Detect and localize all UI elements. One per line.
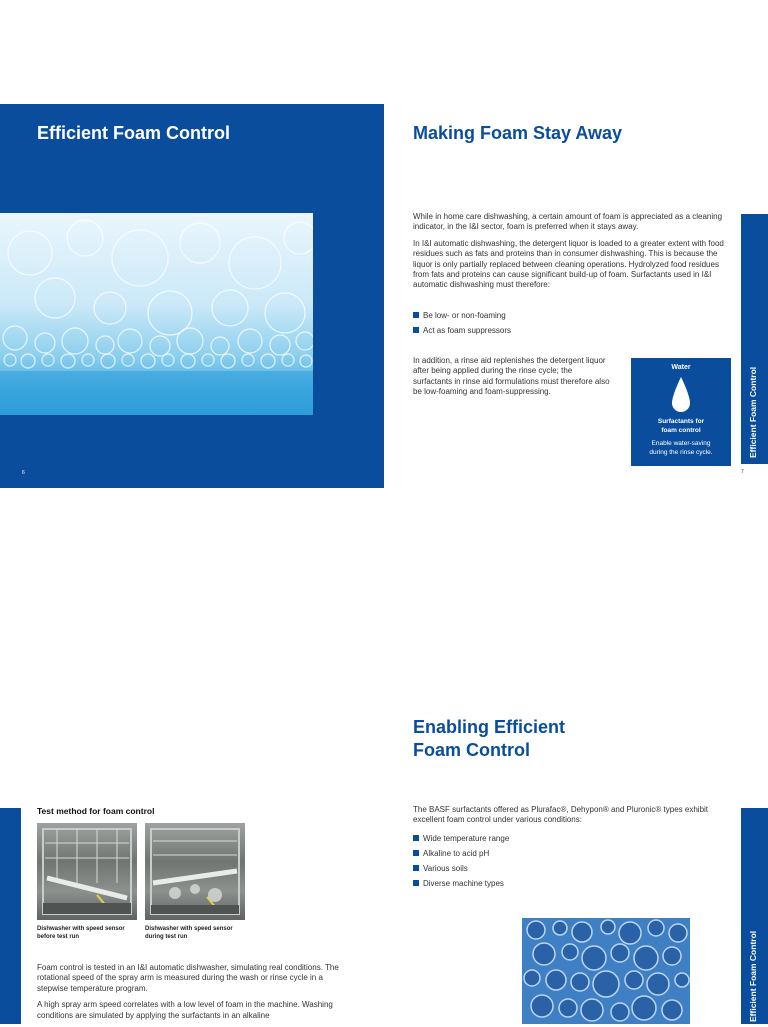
list-item: Alkaline to acid pH — [413, 848, 509, 858]
rinse-aid-paragraph: In addition, a rinse aid replenishes the detergent liquor after being applied during the rinse cycle; the surfactants in rinse aid formulations must therefore also be low-foaming and foam-suppressing. — [413, 356, 610, 397]
dishwasher-photo-before — [37, 823, 137, 920]
photo-caption-before: Dishwasher with speed sensor before test run — [37, 926, 125, 940]
foam-bubbles-illustration — [0, 213, 313, 415]
page-number-left: 6 — [22, 470, 25, 476]
left-edge-strip — [0, 808, 21, 1024]
test-method-heading: Test method for foam control — [37, 806, 155, 816]
paragraph: A high spray arm speed correlates with a low level of foam in the machine. Washing conditions are simulated by applying the surfactants in an alkaline — [37, 1000, 333, 1020]
spread2-title: Enabling Efficient Foam Control — [413, 717, 566, 760]
page-number-right: 7 — [741, 469, 744, 475]
list-item: Act as foam suppressors — [413, 325, 511, 335]
surfactants-intro: The BASF surfactants offered as Plurafac®, Dehypon® and Pluronic® types exhibit excellent foam control under various conditions: — [413, 805, 709, 825]
infobox-subtitle: Surfactants for foam control — [657, 418, 705, 434]
left-page-title: Efficient Foam Control — [37, 123, 230, 143]
list-item: Be low- or non-foaming — [413, 310, 511, 320]
bullet-square-icon — [413, 880, 419, 886]
water-infobox — [631, 358, 731, 466]
water-drop-icon — [671, 375, 691, 415]
bullet-square-icon — [413, 835, 419, 841]
side-tab-label: Efficient Foam Control — [748, 366, 758, 458]
test-method-body — [37, 963, 342, 1027]
infobox-title: Water — [671, 364, 691, 371]
bullet-square-icon — [413, 327, 419, 333]
side-tab-spread2 — [741, 808, 768, 1024]
blue-bubbles-photo — [522, 918, 690, 1024]
infobox-description: Enable water-saving during the rinse cycle. — [649, 440, 713, 456]
list-item: Various soils — [413, 863, 509, 873]
blue-bubbles-illustration — [522, 918, 690, 1024]
dishwasher-interior-illustration — [145, 823, 245, 920]
dishwasher-interior-illustration — [37, 823, 137, 920]
right-page-body — [413, 212, 733, 297]
paragraph: In I&I automatic dishwashing, the detergent liquor is loaded to a greater extent with food residues such as fats and proteins than in consumer dishwashing. This is because the liquor is only partially replaced between cleaning operations. Hydrolyzed food residues from fats and proteins can cause significant build-up of foam. Surfactants used in I&I automatic dishwashing must therefore: — [413, 238, 724, 290]
bullet-square-icon — [413, 865, 419, 871]
dishwasher-photo-during — [145, 823, 245, 920]
photo-caption-during: Dishwasher with speed sensor during test run — [145, 926, 233, 940]
foam-bubbles-photo — [0, 213, 313, 415]
bullet-list — [413, 310, 511, 335]
side-tab-label: Efficient Foam Control — [748, 930, 758, 1022]
conditions-list — [413, 833, 509, 888]
right-page-title: Making Foam Stay Away — [413, 123, 623, 143]
bullet-square-icon — [413, 850, 419, 856]
paragraph: While in home care dishwashing, a certain amount of foam is appreciated as a cleaning indicator, in the I&I sector, foam is preferred when it stays away. — [413, 212, 723, 232]
list-item: Wide temperature range — [413, 833, 509, 843]
paragraph: Foam control is tested in an I&I automatic dishwasher, simulating real conditions. The rotational speed of the spray arm is measured during the wash or rinse cycle in a stepwise temperature program. — [37, 963, 339, 993]
side-tab-spread1 — [741, 214, 768, 464]
bullet-square-icon — [413, 312, 419, 318]
list-item: Diverse machine types — [413, 878, 509, 888]
